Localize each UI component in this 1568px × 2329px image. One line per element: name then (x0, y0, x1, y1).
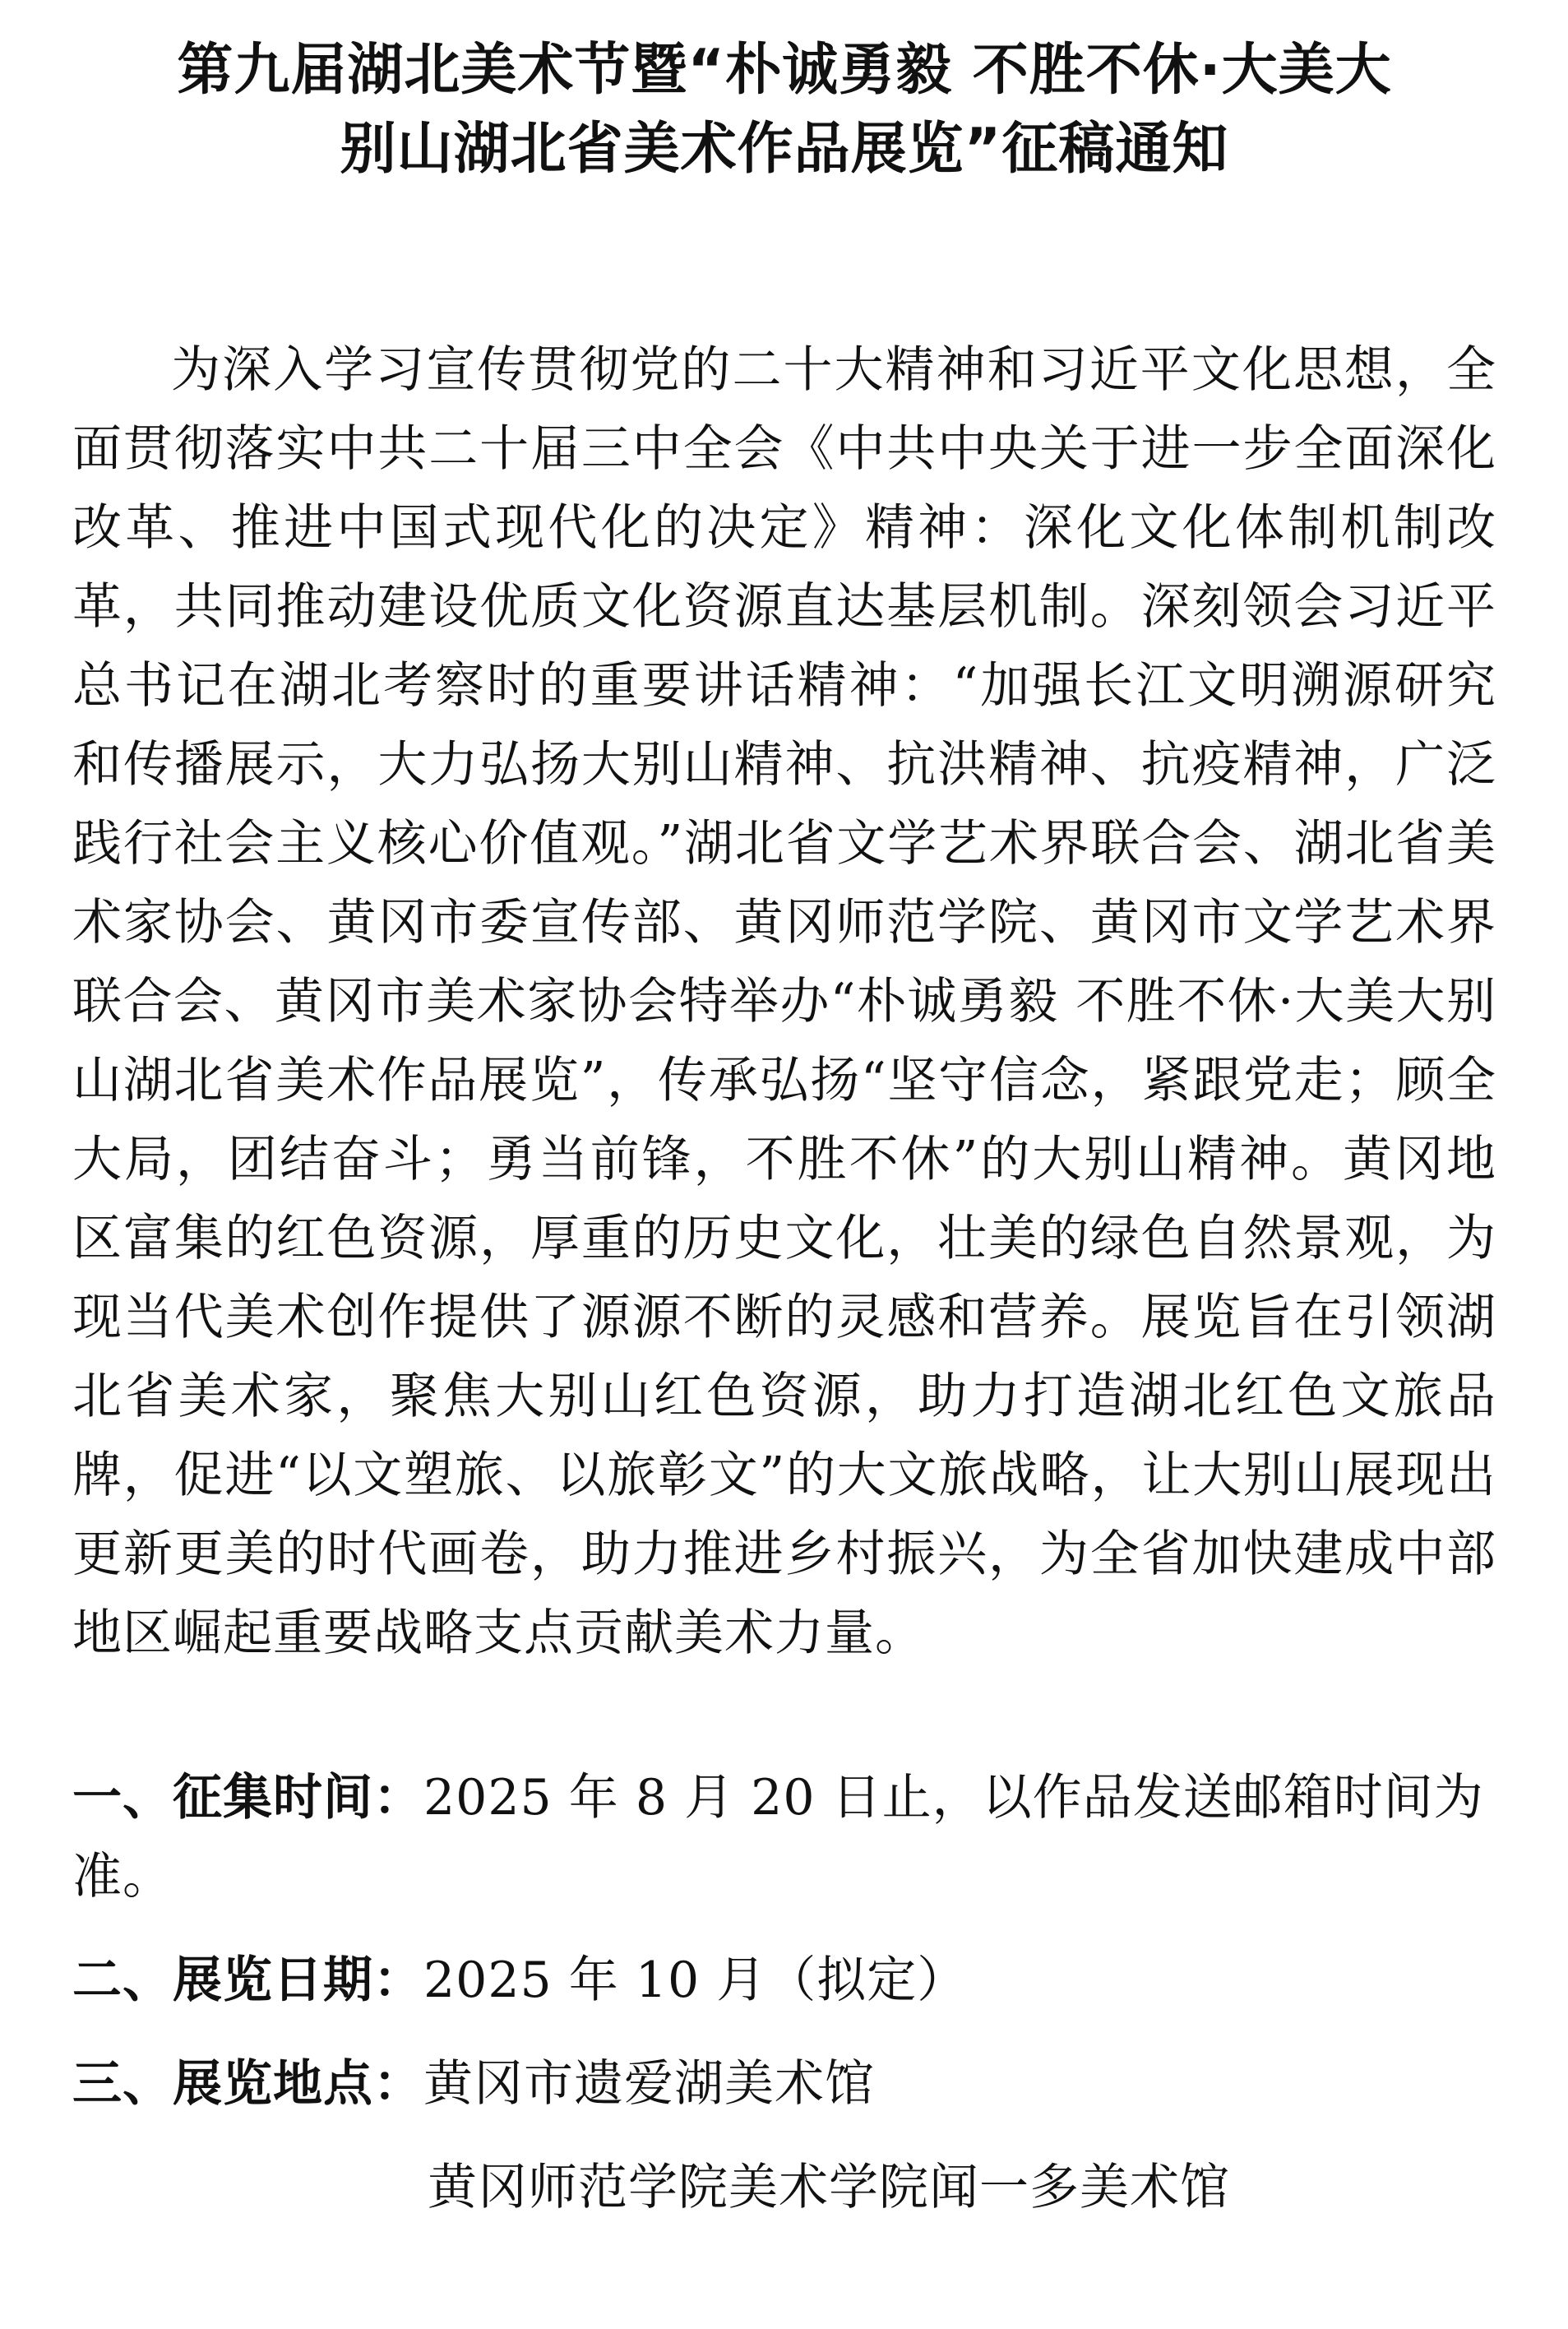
exhibition-date-item (72, 1941, 1496, 2020)
intro-paragraph: 为深入学习宣传贯彻党的二十大精神和习近平文化思想，全面贯彻落实中共二十届三中全会《中共中央关于进一步全面深化改革、推进中国式现代化的决定》精神：深化文化体制机制改革，共同推动建设优质文化资源直达基层机制。深刻领会习近平总书记在湖北考察时的重要讲话精神：“加强长江文明溯源研究和传播展示，大力弘扬大别山精神、抗洪精神、抗疫精神，广泛践行社会主义核心价值观。”湖北省文学艺术界联合会、湖北省美术家协会、黄冈市委宣传部、黄冈师范学院、黄冈市文学艺术界联合会、黄冈市美术家协会特举办“朴诚勇毅 不胜不休·大美大别山湖北省美术作品展览”，传承弘扬“坚守信念，紧跟党走；顾全大局，团结奋斗；勇当前锋，不胜不休”的大别山精神。黄冈地区富集的红色资源，厚重的历史文化，壮美的绿色自然景观，为现当代美术创作提供了源源不断的灵感和营养。展览旨在引领湖北省美术家，聚焦大别山红色资源，助力打造湖北红色文旅品牌，促进“以文塑旅、以旅彰文”的大文旅战略，让大别山展现出更新更美的时代画卷，助力推进乡村振兴，为全省加快建成中部地区崛起重要战略支点贡献美术力量。 (72, 341, 1496, 1662)
collection-time-value: 2025 年 8 月 20 日止，以作品发送邮箱时间为准。 (72, 1769, 1484, 1905)
exhibition-date-value: 2025 年 10 月（拟定） (423, 1952, 968, 2009)
exhibition-venue-item (72, 2044, 1496, 2227)
exhibition-venue-value-2: 黄冈师范学院美术学院闻一多美术馆 (428, 2159, 1230, 2216)
exhibition-date-label: 二、展览日期： (72, 1952, 423, 2009)
title-line-2: 别山湖北省美术作品展览”征稿通知 (340, 117, 1229, 182)
exhibition-venue-value: 黄冈市遗爱湖美术馆 (423, 2055, 875, 2113)
exhibition-venue-label: 三、展览地点： (72, 2055, 423, 2113)
notice-document (72, 31, 1496, 2252)
document-title (72, 31, 1496, 189)
collection-time-label: 一、征集时间： (72, 1769, 423, 1827)
notice-items (72, 1758, 1496, 2227)
collection-time-item (72, 1758, 1496, 1916)
title-line-1: 第九届湖北美术节暨“朴诚勇毅 不胜不休·大美大 (177, 38, 1392, 103)
